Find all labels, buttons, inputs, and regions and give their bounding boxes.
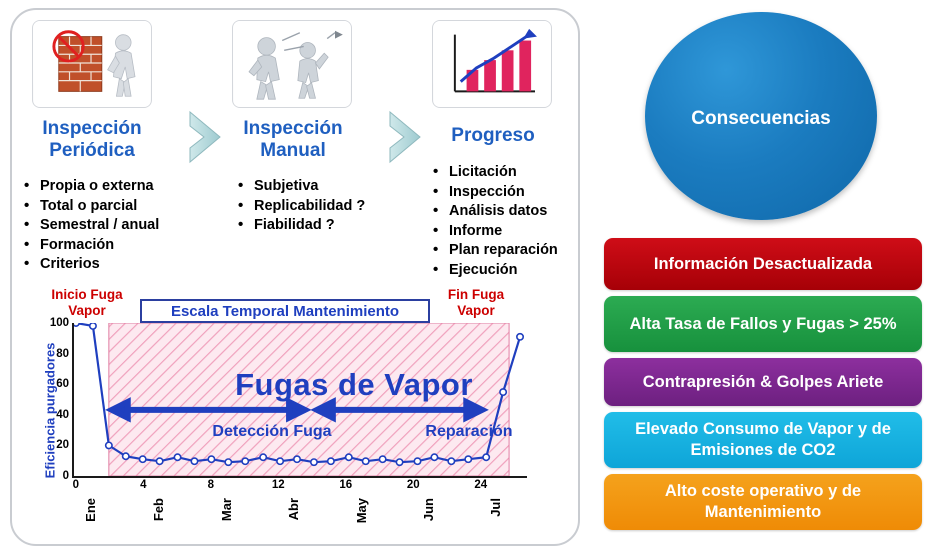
column-title-2-line2: Manual (260, 140, 326, 161)
list-item: • Total o parcial (24, 197, 159, 217)
brick-wall-inspection-icon (33, 21, 151, 107)
list-item: • Semestral / anual (24, 216, 159, 236)
phase-label-detection: Detección Fuga (212, 423, 332, 440)
timeline-banner: Escala Temporal Mantenimiento (140, 299, 430, 323)
progress-image (432, 20, 552, 108)
column-title-3 (418, 125, 568, 147)
leak-end-line2: Vapor (457, 303, 495, 318)
x-tick-0: 0 (72, 479, 79, 491)
consequence-box-3[interactable]: Contrapresión & Golpes Ariete (604, 358, 922, 406)
list-item: • Formación (24, 236, 159, 256)
list-item: • Fiabilidad ? (238, 216, 365, 236)
consequences-circle-label: Consecuencias (691, 108, 831, 129)
y-axis-title: Eficiencia purgadores (42, 342, 58, 479)
x-month-ene: Ene (83, 498, 99, 522)
y-tick-40: 40 (56, 408, 69, 421)
column-title-1-line2: Periódica (49, 140, 135, 161)
x-tick-12: 12 (271, 479, 285, 491)
column-title-3-line1: Progreso (451, 125, 535, 146)
chart-overlay-title: Fugas de Vapor (235, 367, 473, 402)
bullet-list-progress (433, 163, 558, 280)
consequences-circle (645, 12, 877, 220)
x-tick-20: 20 (406, 479, 420, 491)
consequence-box-2[interactable]: Alta Tasa de Fallos y Fugas > 25% (604, 296, 922, 352)
list-item: • Análisis datos (433, 202, 558, 222)
column-title-2 (218, 118, 368, 162)
manual-inspection-icon (233, 21, 351, 107)
bullet-list-manual-inspection (238, 177, 365, 236)
steam-leak-chart (22, 285, 552, 540)
list-item: • Licitación (433, 163, 558, 183)
x-month-jul: Jul (488, 498, 504, 517)
x-month-abr: Abr (286, 498, 301, 521)
consequence-box-4[interactable]: Elevado Consumo de Vapor y de Emisiones de CO2 (604, 412, 922, 468)
leak-end-label (422, 287, 530, 319)
column-title-2-line1: Inspección (243, 118, 343, 139)
list-item: • Replicabilidad ? (238, 197, 365, 217)
list-item: • Propia o externa (24, 177, 159, 197)
leak-start-line1: Inicio Fuga (51, 287, 123, 302)
list-item: • Informe (433, 222, 558, 242)
list-item: • Criterios (24, 255, 159, 275)
consequence-box-5[interactable]: Alto coste operativo y de Mantenimiento (604, 474, 922, 530)
leak-start-line2: Vapor (68, 303, 106, 318)
list-item: • Plan reparación (433, 241, 558, 261)
y-tick-80: 80 (56, 347, 69, 360)
list-item: • Subjetiva (238, 177, 365, 197)
x-tick-16: 16 (339, 479, 353, 491)
list-item: • Inspección (433, 183, 558, 203)
x-month-jun: Jun (420, 498, 436, 522)
x-tick-8: 8 (207, 479, 214, 491)
y-tick-0: 0 (62, 470, 69, 482)
column-title-1 (17, 118, 167, 162)
x-tick-4: 4 (140, 479, 147, 491)
y-tick-60: 60 (56, 378, 69, 391)
phase-label-repair: Reparación (425, 423, 513, 440)
x-month-may: May (353, 498, 369, 524)
leak-end-line1: Fin Fuga (447, 287, 505, 302)
manual-inspection-image (232, 20, 352, 108)
column-title-1-line1: Inspección (42, 118, 142, 139)
x-month-mar: Mar (218, 498, 234, 522)
progress-bar-chart-icon (433, 21, 551, 107)
x-month-feb: Feb (151, 498, 166, 522)
consequence-box-1[interactable]: Información Desactualizada (604, 238, 922, 290)
leak-start-label (34, 287, 140, 319)
bullet-list-periodic-inspection (24, 177, 159, 275)
x-tick-24: 24 (474, 479, 488, 491)
list-item: • Ejecución (433, 261, 558, 281)
y-tick-100: 100 (49, 317, 69, 329)
y-tick-20: 20 (56, 439, 69, 452)
periodic-inspection-image (32, 20, 152, 108)
